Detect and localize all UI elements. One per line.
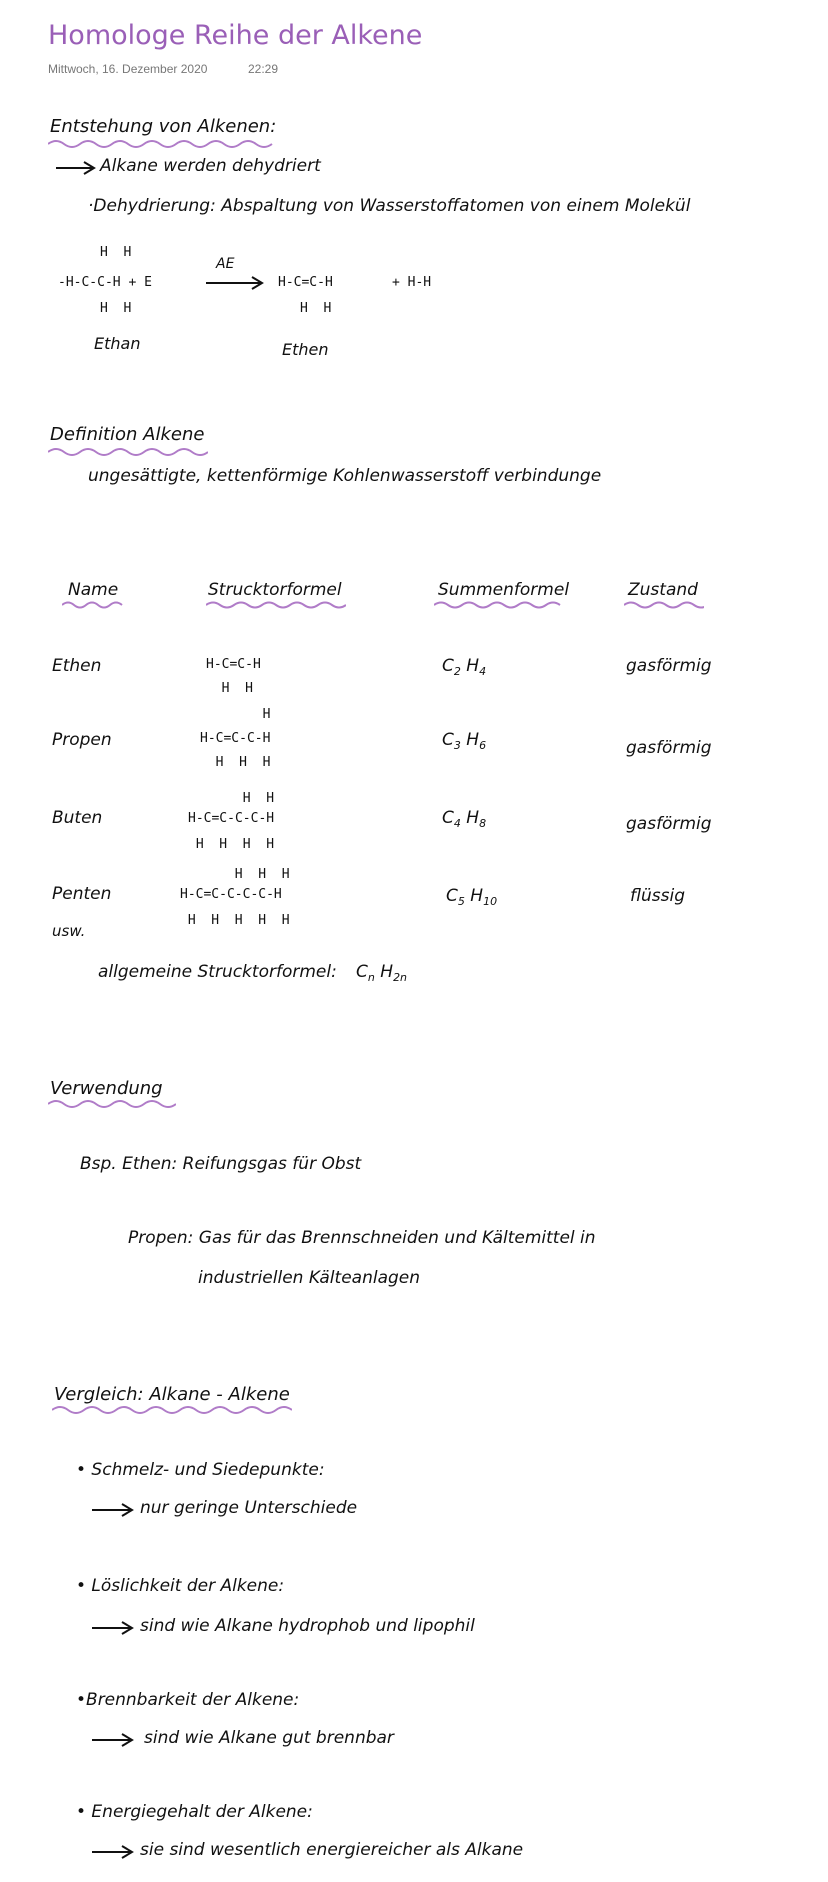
product-bottom-h: H H <box>300 301 332 316</box>
arrow-right-icon <box>92 1845 136 1859</box>
table-row-state: gasförmig <box>626 738 712 758</box>
table-row-name: Propen <box>52 730 112 750</box>
verwendung-line-1: Bsp. Ethen: Reifungsgas für Obst <box>80 1154 362 1174</box>
table-row-formula: H-C=C-C-H <box>200 731 271 746</box>
comparison-item-bullet: • Schmelz- und Siedepunkte: <box>76 1460 325 1480</box>
entstehung-line-1: Alkane werden dehydriert <box>100 156 321 176</box>
table-header-underline <box>62 600 124 610</box>
table-row-formula-bottom: H H H H <box>188 837 275 852</box>
table-row-formula: H-C=C-H <box>206 657 261 672</box>
comparison-item-result: sie sind wesentlich energiereicher als Alkane <box>140 1840 524 1860</box>
table-header-sum: Summenformel <box>438 580 570 600</box>
comparison-item-bullet: • Löslichkeit der Alkene: <box>76 1576 285 1596</box>
table-row-state: gasförmig <box>626 814 712 834</box>
heading-underline-wave <box>48 138 280 150</box>
section-heading-vergleich: Vergleich: Alkane - Alkene <box>54 1384 290 1405</box>
comparison-item-result: sind wie Alkane gut brennbar <box>144 1728 394 1748</box>
table-row-sum-formula: $C_2$ $H_4$ <box>442 656 487 678</box>
heading-underline-wave <box>48 446 208 458</box>
table-row-sum-formula: $C_4$ $H_8$ <box>442 808 487 830</box>
table-header-name: Name <box>68 580 119 600</box>
note-time: 22:29 <box>248 62 279 76</box>
reactant-bottom-h: H H <box>100 301 132 316</box>
arrow-right-icon <box>92 1621 136 1635</box>
reaction-arrow-icon <box>206 276 266 290</box>
byproduct-formula: + H-H <box>392 275 432 290</box>
arrow-right-icon <box>92 1503 136 1517</box>
arrow-right-icon <box>56 161 98 175</box>
product-formula: H-C=C-H <box>278 275 333 290</box>
reaction-arrow-label: AE <box>216 256 235 272</box>
comparison-item-result: sind wie Alkane hydrophob und lipophil <box>140 1616 475 1636</box>
table-row-formula: H-C=C-C-C-C-H <box>180 887 282 902</box>
arrow-right-icon <box>92 1733 136 1747</box>
table-row-name: Ethen <box>52 656 102 676</box>
table-row-formula-top: H H H <box>180 867 290 882</box>
table-row-state: gasförmig <box>626 656 712 676</box>
section-heading-definition: Definition Alkene <box>50 424 205 445</box>
reactant-name: Ethan <box>94 334 141 353</box>
heading-underline-wave <box>52 1404 292 1416</box>
usw-label: usw. <box>52 922 86 940</box>
section-heading-entstehung: Entstehung von Alkenen: <box>50 116 277 137</box>
comparison-item-bullet: • Energiegehalt der Alkene: <box>76 1802 313 1822</box>
reactant-formula: -H-C-C-H + E <box>58 275 152 290</box>
table-header-structure: Strucktorformel <box>208 580 342 600</box>
table-row-formula: H-C=C-C-C-H <box>188 811 275 826</box>
table-header-underline <box>434 600 566 610</box>
entstehung-line-2: ·Dehydrierung: Abspaltung von Wasserstoffatomen von einem Molekül <box>88 196 691 216</box>
section-heading-verwendung: Verwendung <box>50 1078 163 1099</box>
product-name: Ethen <box>282 340 329 359</box>
verwendung-line-3: industriellen Kälteanlagen <box>198 1268 421 1288</box>
verwendung-line-2: Propen: Gas für das Brennschneiden und Kältemittel in <box>128 1228 596 1248</box>
table-row-state: flüssig <box>630 886 685 906</box>
table-row-formula-bottom: H H <box>206 681 253 696</box>
heading-underline-wave <box>48 1098 176 1110</box>
note-date: Mittwoch, 16. Dezember 2020 <box>48 62 208 76</box>
page-title: Homologe Reihe der Alkene <box>48 20 423 51</box>
table-header-underline <box>206 600 346 610</box>
table-row-name: Penten <box>52 884 112 904</box>
general-formula-label: allgemeine Strucktorformel: <box>98 962 337 982</box>
table-row-formula-bottom: H H H <box>200 755 271 770</box>
definition-text: ungesättigte, kettenförmige Kohlenwasserstoff verbindunge <box>88 466 602 486</box>
table-header-state: Zustand <box>628 580 698 600</box>
reactant-top-h: H H <box>100 245 132 260</box>
table-row-sum-formula: $C_3$ $H_6$ <box>442 730 487 752</box>
table-row-name: Buten <box>52 808 103 828</box>
table-row-formula-top: H H <box>188 791 275 806</box>
table-row-formula-bottom: H H H H H <box>180 913 290 928</box>
comparison-item-bullet: •Brennbarkeit der Alkene: <box>76 1690 300 1710</box>
comparison-item-result: nur geringe Unterschiede <box>140 1498 358 1518</box>
table-header-underline <box>624 600 704 610</box>
table-row-sum-formula: $C_5$ $H_{10}$ <box>446 886 498 908</box>
table-row-formula-top: H <box>200 707 271 722</box>
general-formula: $C_n$ $H_{2n}$ <box>356 962 408 984</box>
